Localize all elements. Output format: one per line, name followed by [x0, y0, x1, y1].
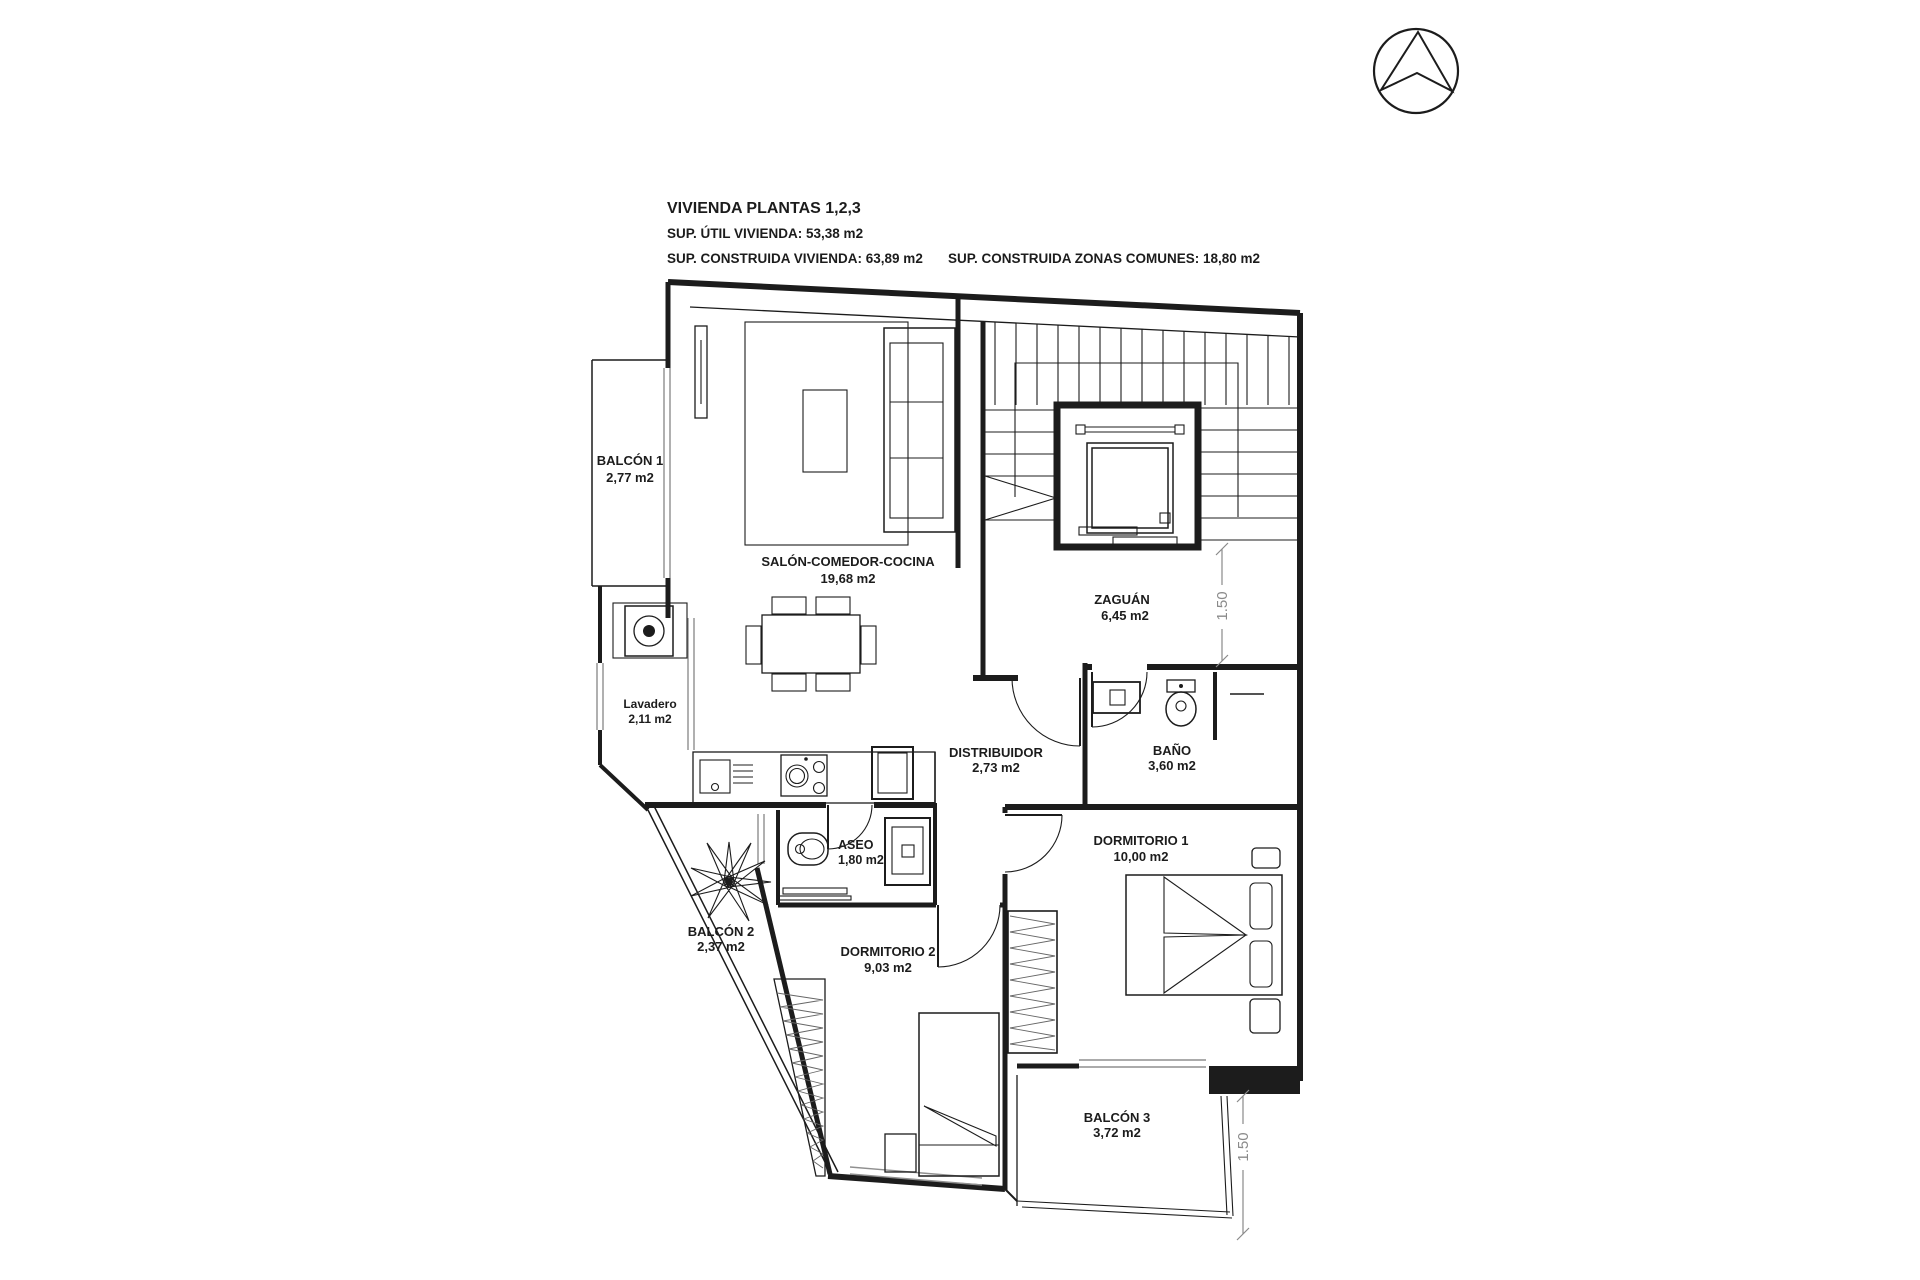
- dormitorio2-door: [938, 905, 1000, 967]
- entry-door: [1012, 678, 1080, 746]
- label-balcon2-area: 2,37 m2: [697, 939, 745, 954]
- corner-wall-block: [1209, 1066, 1300, 1094]
- room-labels: [597, 453, 1196, 1140]
- bano-door: [1092, 672, 1147, 727]
- staircase-icon: [983, 322, 1300, 540]
- label-salon-name: SALÓN-COMEDOR-COCINA: [761, 554, 935, 569]
- dormitorio1-window: [1079, 1060, 1206, 1067]
- label-aseo-name: ASEO: [838, 838, 874, 852]
- single-bed-icon: [919, 1013, 999, 1176]
- label-dormitorio1-name: DORMITORIO 1: [1093, 833, 1189, 848]
- label-dormitorio2-area: 9,03 m2: [864, 960, 912, 975]
- label-bano-area: 3,60 m2: [1148, 758, 1196, 773]
- kitchen-sink-icon: [700, 760, 753, 793]
- nightstand-icon: [1250, 999, 1280, 1033]
- chair-icon: [816, 674, 850, 691]
- surface-construida: SUP. CONSTRUIDA VIVIENDA: 63,89 m2: [667, 251, 923, 266]
- surface-comunes: SUP. CONSTRUIDA ZONAS COMUNES: 18,80 m2: [948, 251, 1261, 266]
- shower-icon: [885, 818, 930, 885]
- chair-icon: [861, 626, 876, 664]
- label-salon-area: 19,68 m2: [820, 571, 876, 586]
- plan-title: VIVIENDA PLANTAS 1,2,3: [667, 200, 861, 217]
- sliding-door-icon: [778, 888, 851, 900]
- label-zaguan-name: ZAGUÁN: [1094, 592, 1150, 607]
- label-lavadero-name: Lavadero: [623, 697, 677, 711]
- double-bed-icon: [1126, 875, 1282, 995]
- nightstand-icon: [1252, 848, 1280, 868]
- coffee-table-icon: [803, 390, 847, 472]
- dormitorio1-door: [1005, 815, 1062, 872]
- label-balcon1-area: 2,77 m2: [606, 470, 654, 485]
- north-arrow-icon: [1374, 29, 1458, 113]
- elevator-icon: [1057, 405, 1198, 547]
- living-room-furniture: [745, 322, 955, 691]
- cooktop-icon: [781, 755, 827, 796]
- washing-machine-icon: [613, 603, 687, 658]
- label-balcon3-name: BALCÓN 3: [1083, 1110, 1151, 1125]
- doors: [828, 672, 1147, 967]
- label-dormitorio2-name: DORMITORIO 2: [840, 944, 936, 959]
- label-bano-name: BAÑO: [1152, 743, 1192, 758]
- title-block: [667, 200, 1260, 266]
- dining-table-icon: [746, 597, 876, 691]
- chair-icon: [772, 597, 806, 614]
- fridge-icon: [872, 747, 913, 799]
- balcony2-window: [758, 814, 764, 864]
- label-lavadero-area: 2,11 m2: [628, 712, 672, 726]
- kitchen-counter-icon: [693, 747, 935, 803]
- dimension-label: 1.50: [1235, 1132, 1252, 1162]
- dimension-balcon3: [1235, 1090, 1252, 1240]
- chair-icon: [816, 597, 850, 614]
- bano-fixtures: [1093, 680, 1264, 726]
- surface-util: SUP. ÚTIL VIVIENDA: 53,38 m2: [667, 226, 864, 241]
- chair-icon: [772, 674, 806, 691]
- label-distribuidor-area: 2,73 m2: [972, 760, 1020, 775]
- label-dormitorio1-area: 10,00 m2: [1113, 849, 1169, 864]
- sofa-icon: [884, 328, 955, 532]
- label-zaguan-area: 6,45 m2: [1101, 608, 1149, 623]
- lavadero-window: [597, 663, 603, 730]
- balcony1-window: [664, 368, 670, 578]
- dimension-zaguan: [1214, 543, 1231, 667]
- dormitorio1-furniture: [1008, 848, 1282, 1053]
- lavadero-glass-door: [688, 618, 694, 750]
- windows: [597, 326, 1206, 1185]
- toilet-icon: [1166, 680, 1196, 726]
- toilet-icon: [788, 833, 828, 865]
- label-balcon3-area: 3,72 m2: [1093, 1125, 1141, 1140]
- label-distribuidor-name: DISTRIBUIDOR: [949, 745, 1043, 760]
- chair-icon: [746, 626, 761, 664]
- dimension-label: 1.50: [1214, 591, 1231, 621]
- label-balcon1-name: BALCÓN 1: [596, 453, 664, 468]
- nightstand-icon: [885, 1134, 916, 1172]
- label-aseo-area: 1,80 m2: [838, 853, 884, 867]
- wardrobe-icon: [1008, 911, 1057, 1053]
- label-balcon2-name: BALCÓN 2: [687, 924, 755, 939]
